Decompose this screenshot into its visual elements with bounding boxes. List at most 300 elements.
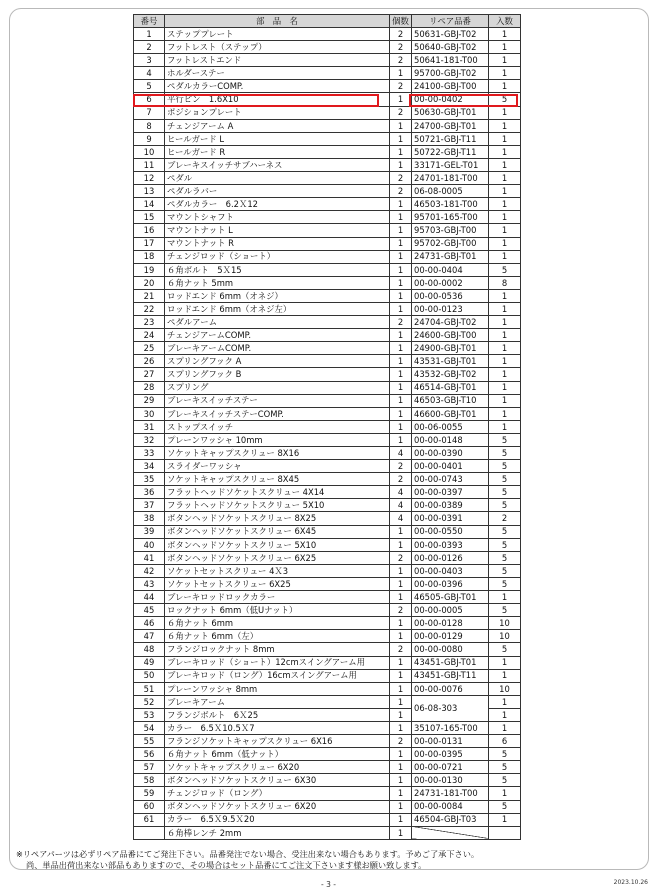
table-row [134, 473, 521, 486]
quantity-cell: 1 [390, 119, 412, 132]
part-name-cell: スプリング [165, 381, 390, 394]
part-name-cell: ブレーキロッドロックカラー [165, 591, 390, 604]
table-row [134, 342, 521, 355]
pack-count-cell: 1 [489, 695, 521, 708]
repair-number-cell: 43451-GBJ-T11 [412, 669, 489, 682]
quantity-cell: 1 [390, 263, 412, 276]
table-row [134, 433, 521, 446]
repair-number-cell: 00-00-0390 [412, 447, 489, 460]
repair-number-cell: 43531-GBJ-T01 [412, 355, 489, 368]
repair-number-cell: 00-00-0128 [412, 617, 489, 630]
part-number-cell: 38 [134, 512, 165, 525]
part-number-cell: 58 [134, 774, 165, 787]
part-name-cell: ６角ボルト 5Ｘ15 [165, 263, 390, 276]
repair-number-cell: 46503-GBJ-T10 [412, 394, 489, 407]
quantity-cell: 1 [390, 538, 412, 551]
pack-count-cell: 5 [489, 499, 521, 512]
part-name-cell: ブレーキロッド（ロング）16cmスイングアーム用 [165, 669, 390, 682]
part-name-cell: ６角ナット 6mm [165, 617, 390, 630]
quantity-cell: 2 [390, 80, 412, 93]
repair-number-cell: 50641-181-T00 [412, 54, 489, 67]
repair-number-cell: 00-00-0393 [412, 538, 489, 551]
quantity-cell: 1 [390, 368, 412, 381]
part-name-cell: ブレーキロッド（ショート）12cmスイングアーム用 [165, 656, 390, 669]
quantity-cell: 1 [390, 158, 412, 171]
part-number-cell: 23 [134, 316, 165, 329]
part-number-cell: 40 [134, 538, 165, 551]
table-row [134, 787, 521, 800]
table-row [134, 460, 521, 473]
part-number-cell: 6 [134, 93, 165, 106]
part-name-cell: フランジソケットキャップスクリュー 6X16 [165, 735, 390, 748]
part-number-cell: 25 [134, 342, 165, 355]
pack-count-cell: 5 [489, 774, 521, 787]
part-name-cell: ボタンヘッドソケットスクリュー 8X25 [165, 512, 390, 525]
highlight-repair-number [409, 94, 518, 107]
part-name-cell: フランジボルト 6Ｘ25 [165, 708, 390, 721]
table-row [134, 145, 521, 158]
table-row [134, 250, 521, 263]
pack-count-cell: 5 [489, 486, 521, 499]
repair-number-cell: 00-00-0536 [412, 289, 489, 302]
part-name-cell: スライダーワッシャ [165, 460, 390, 473]
part-name-cell: カラー 6.5Ｘ10.5Ｘ7 [165, 721, 390, 734]
part-number-cell: 3 [134, 54, 165, 67]
pack-count-cell [489, 826, 521, 839]
part-number-cell: 2 [134, 41, 165, 54]
part-name-cell: ペダル [165, 172, 390, 185]
part-number-cell: 59 [134, 787, 165, 800]
quantity-cell: 1 [390, 577, 412, 590]
table-row [134, 564, 521, 577]
quantity-cell: 1 [390, 329, 412, 342]
part-number-cell: 15 [134, 211, 165, 224]
pack-count-cell: 8 [489, 276, 521, 289]
part-name-cell: ソケットセットスクリュー 6X25 [165, 577, 390, 590]
table-row [134, 538, 521, 551]
part-number-cell: 43 [134, 577, 165, 590]
quantity-cell: 1 [390, 381, 412, 394]
table-row [134, 158, 521, 171]
part-name-cell: ヒールガード L [165, 132, 390, 145]
table-row [134, 407, 521, 420]
pack-count-cell: 5 [489, 447, 521, 460]
quantity-cell: 1 [390, 407, 412, 420]
part-number-cell: 9 [134, 132, 165, 145]
table-row [134, 486, 521, 499]
part-number-cell: 61 [134, 813, 165, 826]
quantity-cell: 1 [390, 748, 412, 761]
quantity-cell: 1 [390, 250, 412, 263]
table-row [134, 735, 521, 748]
table-row [134, 329, 521, 342]
repair-number-cell: 35107-165-T00 [412, 721, 489, 734]
quantity-cell: 1 [390, 237, 412, 250]
repair-number-cell: 24900-GBJ-T01 [412, 342, 489, 355]
quantity-cell: 1 [390, 774, 412, 787]
part-number-cell: 31 [134, 420, 165, 433]
table-row [134, 41, 521, 54]
pack-count-cell: 1 [489, 289, 521, 302]
header-repair-number: リペア品番 [412, 15, 489, 28]
quantity-cell: 2 [390, 41, 412, 54]
repair-number-cell: 00-00-0391 [412, 512, 489, 525]
table-row [134, 106, 521, 119]
part-name-cell: チェンジアーム A [165, 119, 390, 132]
highlight-part-name [133, 94, 379, 107]
part-name-cell: ソケットキャップスクリュー 8X45 [165, 473, 390, 486]
pack-count-cell: 1 [489, 381, 521, 394]
quantity-cell: 4 [390, 447, 412, 460]
table-row [134, 132, 521, 145]
part-number-cell: 16 [134, 224, 165, 237]
repair-number-cell: 00-00-0080 [412, 643, 489, 656]
header-part-name: 部 品 名 [165, 15, 390, 28]
table-row [134, 813, 521, 826]
pack-count-cell: 1 [489, 172, 521, 185]
part-name-cell: ロックナット 6mm（低Uナット） [165, 604, 390, 617]
repair-number-cell: 06-08-303 [412, 695, 489, 721]
quantity-cell: 1 [390, 525, 412, 538]
quantity-cell: 2 [390, 185, 412, 198]
table-row [134, 420, 521, 433]
part-name-cell: ６角ナット 6mm（左） [165, 630, 390, 643]
quantity-cell: 1 [390, 761, 412, 774]
table-row [134, 224, 521, 237]
pack-count-cell: 1 [489, 250, 521, 263]
repair-number-cell: 43532-GBJ-T02 [412, 368, 489, 381]
part-name-cell: フットレスト（ステップ） [165, 41, 390, 54]
pack-count-cell: 1 [489, 302, 521, 315]
table-row [134, 604, 521, 617]
repair-number-cell: 00-00-0550 [412, 525, 489, 538]
part-number-cell: 30 [134, 407, 165, 420]
table-row [134, 525, 521, 538]
part-number-cell: 47 [134, 630, 165, 643]
repair-number-cell: 95702-GBJ-T00 [412, 237, 489, 250]
table-row [134, 577, 521, 590]
pack-count-cell: 1 [489, 329, 521, 342]
part-name-cell: カラー 6.5Ｘ9.5Ｘ20 [165, 813, 390, 826]
repair-number-cell: 00-00-0397 [412, 486, 489, 499]
part-number-cell: 12 [134, 172, 165, 185]
repair-number-cell: 43451-GBJ-T01 [412, 656, 489, 669]
part-number-cell: 27 [134, 368, 165, 381]
part-number-cell: 11 [134, 158, 165, 171]
repair-number-cell: 46505-GBJ-T01 [412, 591, 489, 604]
table-row [134, 198, 521, 211]
pack-count-cell: 1 [489, 591, 521, 604]
quantity-cell: 1 [390, 276, 412, 289]
repair-number-cell: 00-00-0130 [412, 774, 489, 787]
repair-number-cell: 00-00-0084 [412, 800, 489, 813]
table-row [134, 656, 521, 669]
part-name-cell: ブレーキアームCOMP. [165, 342, 390, 355]
part-number-cell: 10 [134, 145, 165, 158]
part-name-cell: マウントナット R [165, 237, 390, 250]
part-number-cell: 56 [134, 748, 165, 761]
part-number-cell: 52 [134, 695, 165, 708]
part-number-cell: 7 [134, 106, 165, 119]
part-number-cell: 50 [134, 669, 165, 682]
repair-number-cell: 33171-GEL-T01 [412, 158, 489, 171]
quantity-cell: 1 [390, 813, 412, 826]
pack-count-cell: 1 [489, 708, 521, 721]
repair-number-cell: 00-00-0389 [412, 499, 489, 512]
quantity-cell: 1 [390, 682, 412, 695]
part-number-cell: 45 [134, 604, 165, 617]
repair-number-cell: 06-08-0005 [412, 185, 489, 198]
quantity-cell: 1 [390, 342, 412, 355]
part-number-cell: 5 [134, 80, 165, 93]
part-number-cell: 14 [134, 198, 165, 211]
pack-count-cell: 1 [489, 656, 521, 669]
quantity-cell: 1 [390, 630, 412, 643]
table-row [134, 826, 521, 839]
quantity-cell: 1 [390, 826, 412, 839]
table-row [134, 276, 521, 289]
quantity-cell: 1 [390, 224, 412, 237]
pack-count-cell: 1 [489, 211, 521, 224]
part-name-cell: フラットヘッドソケットスクリュー 4X14 [165, 486, 390, 499]
quantity-cell: 1 [390, 800, 412, 813]
part-name-cell: ６角ナット 5mm [165, 276, 390, 289]
part-name-cell: ロッドエンド 6mm（オネジ左） [165, 302, 390, 315]
pack-count-cell: 2 [489, 512, 521, 525]
part-name-cell: スプリングフック B [165, 368, 390, 381]
note-line-1: ※リペアパーツは必ずリペア品番にてご発注下さい。品番発注でない場合、受注出来ない場合もあります。予めご了承下さい。 [16, 849, 480, 859]
part-number-cell: 20 [134, 276, 165, 289]
table-row [134, 499, 521, 512]
repair-number-cell: 50722-GBJ-T11 [412, 145, 489, 158]
table-row [134, 237, 521, 250]
part-name-cell: ペダルカラーCOMP. [165, 80, 390, 93]
pack-count-cell: 1 [489, 669, 521, 682]
table-row [134, 551, 521, 564]
part-number-cell: 28 [134, 381, 165, 394]
part-name-cell: フランジロックナット 8mm [165, 643, 390, 656]
part-number-cell: 24 [134, 329, 165, 342]
pack-count-cell: 1 [489, 813, 521, 826]
part-number-cell: 26 [134, 355, 165, 368]
pack-count-cell: 5 [489, 564, 521, 577]
part-number-cell: 35 [134, 473, 165, 486]
repair-number-cell: 00-00-0721 [412, 761, 489, 774]
pack-count-cell: 1 [489, 41, 521, 54]
part-name-cell: ロッドエンド 6mm（オネジ） [165, 289, 390, 302]
part-number-cell: 42 [134, 564, 165, 577]
pack-count-cell: 1 [489, 368, 521, 381]
parts-table [133, 14, 521, 840]
quantity-cell: 1 [390, 656, 412, 669]
quantity-cell: 1 [390, 132, 412, 145]
repair-number-cell: 00-00-0396 [412, 577, 489, 590]
pack-count-cell: 1 [489, 224, 521, 237]
table-row [134, 289, 521, 302]
page-number: - 3 - [321, 880, 336, 889]
quantity-cell: 1 [390, 211, 412, 224]
table-row [134, 721, 521, 734]
quantity-cell: 1 [390, 355, 412, 368]
table-row [134, 617, 521, 630]
pack-count-cell: 6 [489, 735, 521, 748]
part-number-cell: 46 [134, 617, 165, 630]
part-name-cell: ステッププレート [165, 28, 390, 41]
part-number-cell: 41 [134, 551, 165, 564]
part-number-cell: 4 [134, 67, 165, 80]
quantity-cell: 4 [390, 499, 412, 512]
header-no: 番号 [134, 15, 165, 28]
pack-count-cell: 1 [489, 237, 521, 250]
quantity-cell: 2 [390, 106, 412, 119]
pack-count-cell: 1 [489, 198, 521, 211]
repair-number-cell: 24731-181-T00 [412, 787, 489, 800]
quantity-cell: 2 [390, 28, 412, 41]
part-number-cell: 22 [134, 302, 165, 315]
table-row [134, 774, 521, 787]
repair-number-cell [412, 826, 489, 839]
part-number-cell: 53 [134, 708, 165, 721]
repair-number-cell: 95703-GBJ-T00 [412, 224, 489, 237]
repair-number-cell: 00-00-0403 [412, 564, 489, 577]
part-number-cell: 18 [134, 250, 165, 263]
quantity-cell: 1 [390, 564, 412, 577]
table-header-row [134, 15, 521, 28]
quantity-cell: 1 [390, 145, 412, 158]
part-name-cell: チェンジアームCOMP. [165, 329, 390, 342]
pack-count-cell: 1 [489, 132, 521, 145]
part-number-cell [134, 826, 165, 839]
part-name-cell: マウントナット L [165, 224, 390, 237]
pack-count-cell: 1 [489, 342, 521, 355]
repair-number-cell: 00-00-0076 [412, 682, 489, 695]
part-name-cell: プレーンワッシャ 8mm [165, 682, 390, 695]
part-name-cell: ストップスイッチ [165, 420, 390, 433]
table-row [134, 172, 521, 185]
part-name-cell: ６角ナット 6mm（低ナット） [165, 748, 390, 761]
part-number-cell: 48 [134, 643, 165, 656]
table-row [134, 591, 521, 604]
part-name-cell: ボタンヘッドソケットスクリュー 6X45 [165, 525, 390, 538]
repair-number-cell: 24700-GBJ-T01 [412, 119, 489, 132]
pack-count-cell: 5 [489, 643, 521, 656]
part-name-cell: フラットヘッドソケットスクリュー 5X10 [165, 499, 390, 512]
pack-count-cell: 10 [489, 682, 521, 695]
repair-number-cell: 46503-181-T00 [412, 198, 489, 211]
pack-count-cell: 1 [489, 67, 521, 80]
quantity-cell: 1 [390, 302, 412, 315]
part-number-cell: 21 [134, 289, 165, 302]
table-row [134, 800, 521, 813]
repair-number-cell: 24704-GBJ-T02 [412, 316, 489, 329]
part-number-cell: 32 [134, 433, 165, 446]
pack-count-cell: 5 [489, 577, 521, 590]
pack-count-cell: 1 [489, 145, 521, 158]
quantity-cell: 2 [390, 643, 412, 656]
part-name-cell: ボタンヘッドソケットスクリュー 6X25 [165, 551, 390, 564]
quantity-cell: 2 [390, 551, 412, 564]
part-number-cell: 13 [134, 185, 165, 198]
pack-count-cell: 10 [489, 617, 521, 630]
repair-number-cell: 00-06-0055 [412, 420, 489, 433]
quantity-cell: 1 [390, 67, 412, 80]
repair-number-cell: 00-00-0395 [412, 748, 489, 761]
quantity-cell: 1 [390, 695, 412, 708]
quantity-cell: 1 [390, 708, 412, 721]
quantity-cell: 1 [390, 669, 412, 682]
table-row [134, 512, 521, 525]
part-number-cell: 8 [134, 119, 165, 132]
quantity-cell: 1 [390, 420, 412, 433]
table-row [134, 263, 521, 276]
parts-table-body [134, 28, 521, 840]
table-row [134, 381, 521, 394]
repair-number-cell: 00-00-0131 [412, 735, 489, 748]
table-row [134, 355, 521, 368]
quantity-cell: 4 [390, 512, 412, 525]
quantity-cell: 1 [390, 787, 412, 800]
pack-count-cell: 5 [489, 800, 521, 813]
part-number-cell: 49 [134, 656, 165, 669]
table-row [134, 67, 521, 80]
repair-number-cell: 50640-GBJ-T02 [412, 41, 489, 54]
pack-count-cell: 1 [489, 355, 521, 368]
pack-count-cell: 5 [489, 761, 521, 774]
quantity-cell: 2 [390, 316, 412, 329]
repair-number-cell: 00-00-0126 [412, 551, 489, 564]
quantity-cell: 1 [390, 198, 412, 211]
part-number-cell: 51 [134, 682, 165, 695]
repair-number-cell: 46600-GBJ-T01 [412, 407, 489, 420]
part-number-cell: 55 [134, 735, 165, 748]
repair-number-cell: 00-00-0404 [412, 263, 489, 276]
table-row [134, 761, 521, 774]
part-name-cell: ソケットキャップスクリュー 8X16 [165, 447, 390, 460]
notes [16, 849, 479, 871]
part-name-cell: チェンジロッド（ショート） [165, 250, 390, 263]
part-name-cell: ブレーキアーム [165, 695, 390, 708]
repair-number-cell: 24100-GBJ-T00 [412, 80, 489, 93]
part-number-cell: 29 [134, 394, 165, 407]
part-number-cell: 37 [134, 499, 165, 512]
pack-count-cell: 1 [489, 394, 521, 407]
part-name-cell: ポジションプレート [165, 106, 390, 119]
part-name-cell: ペダルアーム [165, 316, 390, 329]
pack-count-cell: 1 [489, 119, 521, 132]
part-number-cell: 33 [134, 447, 165, 460]
part-name-cell: ボタンヘッドソケットスクリュー 5X10 [165, 538, 390, 551]
pack-count-cell: 1 [489, 28, 521, 41]
pack-count-cell: 1 [489, 158, 521, 171]
repair-number-cell: 24731-GBJ-T01 [412, 250, 489, 263]
part-name-cell: ホルダーステー [165, 67, 390, 80]
part-name-cell: ソケットセットスクリュー 4Ｘ3 [165, 564, 390, 577]
pack-count-cell: 5 [489, 93, 521, 106]
part-name-cell: ボタンヘッドソケットスクリュー 6X30 [165, 774, 390, 787]
pack-count-cell: 1 [489, 420, 521, 433]
part-name-cell: プレーンワッシャ 10mm [165, 433, 390, 446]
repair-number-cell: 00-00-0743 [412, 473, 489, 486]
part-name-cell: ヒールガード R [165, 145, 390, 158]
part-number-cell: 36 [134, 486, 165, 499]
part-name-cell: ペダルカラー 6.2Ｘ12 [165, 198, 390, 211]
repair-number-cell: 95701-165-T00 [412, 211, 489, 224]
repair-number-cell: 00-00-0129 [412, 630, 489, 643]
table-row [134, 211, 521, 224]
table-row [134, 643, 521, 656]
table-row [134, 695, 521, 708]
repair-number-cell: 00-00-0123 [412, 302, 489, 315]
